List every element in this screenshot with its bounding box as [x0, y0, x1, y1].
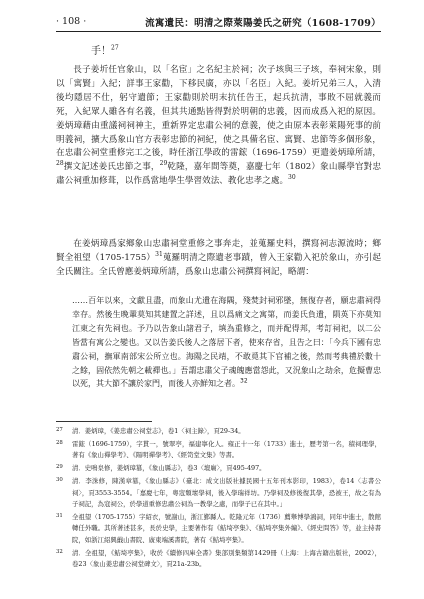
- continued-fragment: 手！$^{27}$: [91, 44, 119, 57]
- footnote-number: 32: [56, 548, 63, 555]
- footnote: 32 清．全祖望，《鮚埼亭集》，收於《續修四庫全書》集部別集類第1429冊（上海：上海古籍出版社，2002），卷23〈象山姜忠肅公祠堂碑文〉，頁21a-23b。: [56, 548, 381, 568]
- footnote: 28 雷鋐（1696-1759），字貫一，號翠亭，福建寧化人。雍正十一年（1733）進士，歷考第一名，積祠理學，著有《象山禪學考》、《陽明禪學考》、《經笥堂文集》等書。: [56, 439, 381, 460]
- footnote: 31 全祖望（1705-1755）字紹衣，號謝山，浙江鄞縣人。乾隆元年（1736）薦舉博學鴻詞，同年中進士，散館轉任外職。其所著述甚多，長於史學，主要著作有《鮚埼亭集》、《鮚埼亭集外編》、《經史問答》等，並主持書院，如浙江紹興蕺山書院、廣東端溪書院，著有《鮚埼亭集》。: [56, 512, 381, 544]
- body-paragraph-2: 在姜炳璋爲家鄉象山忠肅祠堂重修之事奔走，並蒐羅史料，撰寫祠志源流時；鄉賢全祖望（1705-1755）$^{31}$蒐羅明清之際遺老事蹟，曾入王家勸入祀於象山，亦引起全氏關注。全氏曾應姜炳璋所請，爲象山忠肅公祠撰寫祠記，略謂：: [56, 239, 381, 277]
- footnote-ref: 27: [111, 44, 119, 52]
- footnote-number: 28: [56, 439, 63, 446]
- running-title: 流寓遺民：明清之際萊陽姜氏之研究（1608-1709）: [145, 18, 381, 29]
- block-quote: ……百年以來，文獻且盡，而象山尤遺在海隅，殘焚封祠邪墜，無復存者，願忠肅祠得幸存。然後生晚輩莫知其建置之詳述，且以爲痛文之寓第，而姜氏負遺，隕英下亦莫知江東之有先祠也。予乃以告象山諸君子，填為重修之，而并配得邦，考訂祠祀，以二公皆當有寓公之變也。又以告姜氏後人之落居下者，使來存省，且告之曰：「今兵下國有忠肅公祠，撫軍南部宋公所立也。海陽之民靖，不敢覓其下官補之後，然而考典禮於數十之餘，固依然先朝之載禪也。」吾謂忠肅父子魂魄應當怨此，又況象山之劫余，危擬曹忠以死，其大節不讓於家門，而後人亦鮮知之者。$^{32}$: [72, 296, 381, 389]
- footnotes: [56, 426, 381, 572]
- page-number: · 108 ·: [56, 16, 87, 27]
- footnote-ref: 29: [159, 160, 168, 168]
- footnote-ref: 31: [155, 251, 163, 259]
- footnote-number: 29: [56, 464, 63, 471]
- footnote-number: 27: [56, 427, 63, 433]
- footnote-number: 31: [56, 512, 63, 519]
- footnote-ref: 32: [240, 377, 248, 385]
- running-header: [56, 14, 381, 30]
- footnote-number: 30: [56, 477, 63, 484]
- footnote-ref: 28: [56, 160, 64, 168]
- header-rule: [56, 31, 381, 32]
- footnote: 30 清．李洙修，陳漢章纂，《象山縣志》（臺北：成文出版社據民國十五年刊本影印，1983），卷14〈志書公祠〉，頁3553-3554。「嘉慶七年，粵寇頹壞學祠，後入學瑞祥坊。乃學祠及修後復其學，恐被王，故之有為子祠記，為寇祠公，於學道重修忠肅公祠為一教學之處，而學子已在其中。」: [56, 477, 381, 508]
- footnote: 29 清．史鳴臬修，姜炳璋纂，《象山縣志》，卷3〈壇廟〉，頁495-497。: [56, 464, 266, 473]
- footnote-separator: [56, 421, 152, 422]
- footnote-ref: 30: [288, 174, 296, 182]
- footnote: 27 清．姜炳璋，《姜忠肅公祠堂志》，卷1〈祠主錄〉，頁29-34。: [56, 427, 245, 435]
- body-paragraph-1: 長子姜圻任官象山，以「名宦」之名紀主於祠；次子垓與三子垓，奉祠宋象，則以「寓賢」入紀；詳事王家勸，下移民廣，亦以「名臣」入紀。姜圻兄弟三人，入清後均隱居不仕，躬守遺節；王家勸則於明末抗任告王，起兵抗清，事敗不屈就義而死，入紀眾人雖各有名義，但其共通點皆得對於明朝的忠義，因而成爲入祀的原因。姜炳璋藉由重議祠祠神主，重新界定忠肅公祠的意義，使之由原本表彰萊陽死事的前明義祠，擴大爲象山官方表彰忠節的祠紀，使之具備名宦、寓賢、忠節等多個形象，在忠肅公祠堂重修完工之後，時任浙江學政的雷鋐（1696-1759）更遣姜炳璋所請，$^{28}$撰文記述姜氏忠節之事，$^{29}$乾隆，嘉年間等奠，嘉慶七年（1802）象山縣學官對忠肅公祠重加修葺，以作爲當地學生學習效法、教化忠孝之處。$^{30}$: [56, 65, 381, 187]
